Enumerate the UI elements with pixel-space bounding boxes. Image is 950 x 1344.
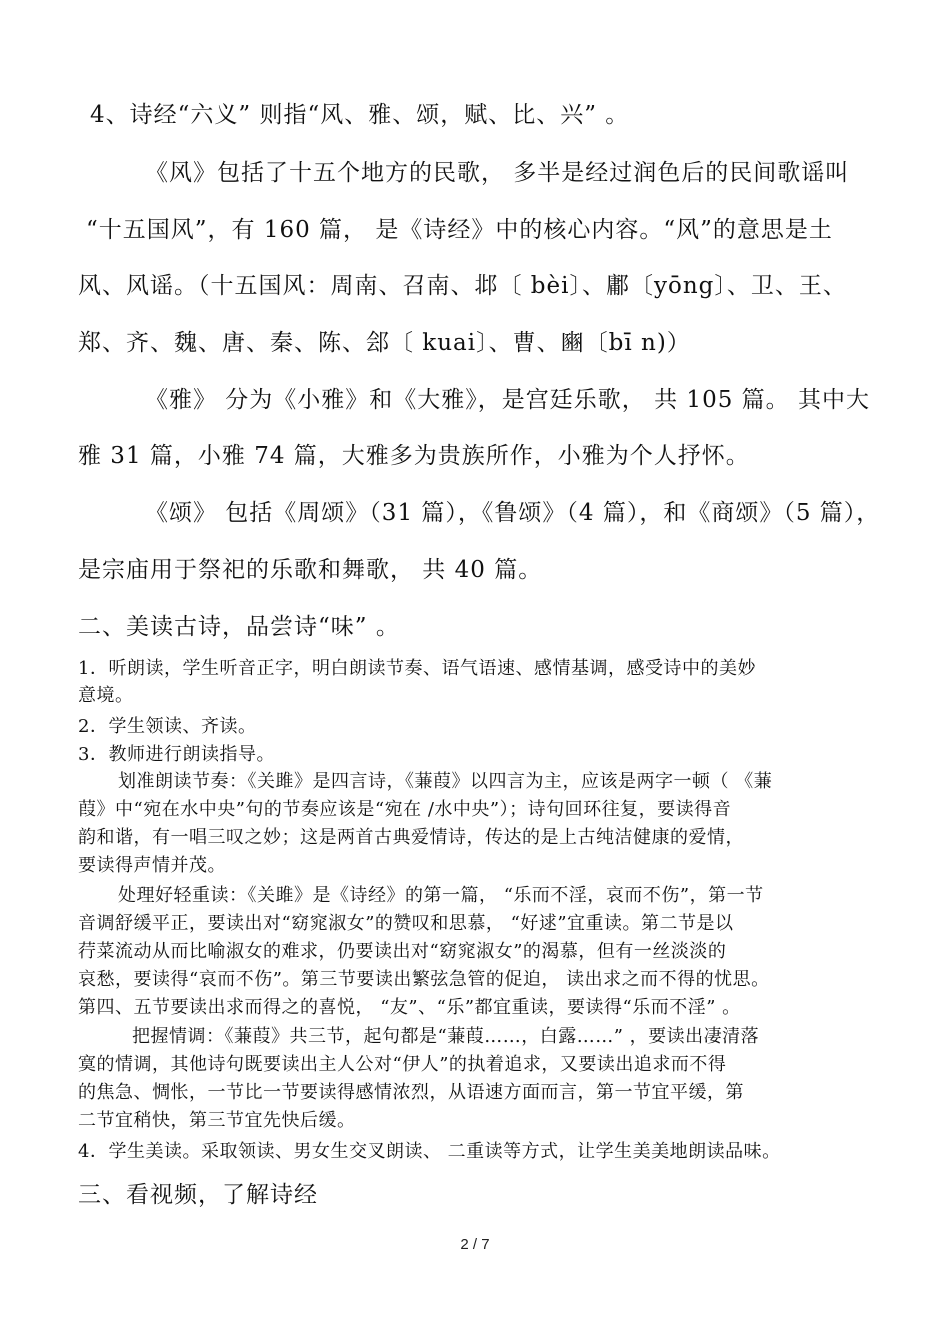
paragraph-feng-line: 《风》包括了十五个地方的民歌， 多半是经过润色后的民间歌谣叫	[145, 160, 850, 186]
paragraph-tone-line: 把握情调：《蒹葭》共三节，起句都是“蒹葭……，白露……” ，要读出凄清落	[132, 1026, 760, 1047]
paragraph-ya-line: 《雅》 分为《小雅》和《大雅》，是宫廷乐歌， 共 105 篇。 其中大	[145, 387, 870, 413]
paragraph-song-line: 《颂》 包括《周颂》（31 篇），《鲁颂》（4 篇），和《商颂》（5 篇），	[145, 500, 881, 526]
paragraph-stress-line: 荇菜流动从而比喻淑女的难求，仍要读出对“窈窕淑女”的渴慕，但有一丝淡淡的	[78, 941, 727, 962]
paragraph-tone-line: 的焦急、惆怅，一节比一节要读得感情浓烈，从语速方面而言，第一节宜平缓，第	[78, 1082, 744, 1103]
section-heading-six-principles: 4、诗经“六义” 则指“风、雅、颂，赋、比、兴” 。	[90, 102, 630, 128]
paragraph-stress-line: 第四、五节要读出求而得之的喜悦， “友”、“乐”都宜重读，要读得“乐而不淫” 。	[78, 997, 741, 1018]
paragraph-tone-line: 二节宜稍快，第三节宜先快后缓。	[78, 1110, 356, 1131]
list-item-listen: 1．听朗读，学生听音正字，明白朗读节奏、语气语速、感情基调，感受诗中的美妙	[78, 658, 756, 679]
paragraph-rhythm-line: 韵和谐，有一唱三叹之妙；这是两首古典爱情诗，传达的是上古纯洁健康的爱情，	[78, 827, 744, 848]
paragraph-feng-line: “十五国风”，有 160 篇， 是《诗经》中的核心内容。“风”的意思是土	[86, 217, 833, 243]
paragraph-feng-line: 郑、齐、魏、唐、秦、陈、郐〔 kuai〕、曹、豳〔bī n)）	[78, 330, 691, 356]
page-number: 2 / 7	[460, 1236, 490, 1253]
paragraph-feng-line: 风、风谣。（十五国风：周南、召南、邶〔 bèi〕、鄘〔yōng〕、卫、王、	[78, 273, 847, 299]
paragraph-stress-line: 处理好轻重读：《关雎》是《诗经》的第一篇， “乐而不淫，哀而不伤”，第一节	[118, 885, 764, 906]
list-item-teacher-guide: 3．教师进行朗读指导。	[78, 744, 275, 765]
list-item-lead-read: 2．学生领读、齐读。	[78, 716, 257, 737]
section-heading-video: 三、看视频，了解诗经	[78, 1182, 318, 1208]
list-item-listen: 意境。	[78, 685, 134, 706]
paragraph-song-line: 是宗庙用于祭祀的乐歌和舞歌， 共 40 篇。	[78, 557, 543, 583]
paragraph-ya-line: 雅 31 篇，小雅 74 篇，大雅多为贵族所作，小雅为个人抒怀。	[78, 443, 750, 469]
paragraph-tone-line: 寞的情调，其他诗句既要读出主人公对“伊人”的执着追求，又要读出追求而不得	[78, 1054, 727, 1075]
section-heading-recite: 二、美读古诗，品尝诗“味” 。	[78, 614, 400, 640]
paragraph-stress-line: 音调舒缓平正，要读出对“窈窕淑女”的赞叹和思慕， “好逑”宜重读。第二节是以	[78, 913, 734, 934]
list-item-student-read: 4．学生美读。采取领读、男女生交叉朗读、 二重读等方式，让学生美美地朗读品味。	[78, 1141, 781, 1162]
paragraph-rhythm-line: 葭》中“宛在水中央”句的节奏应该是“宛在 /水中央”）；诗句回环往复，要读得音	[78, 799, 732, 820]
paragraph-rhythm-line: 划准朗读节奏：《关雎》是四言诗，《蒹葭》以四言为主，应该是两字一顿（ 《蒹	[118, 771, 773, 792]
paragraph-stress-line: 哀愁，要读得“哀而不伤”。第三节要读出繁弦急管的促迫， 读出求之而不得的忧思。	[78, 969, 770, 990]
paragraph-rhythm-line: 要读得声情并茂。	[78, 855, 226, 876]
